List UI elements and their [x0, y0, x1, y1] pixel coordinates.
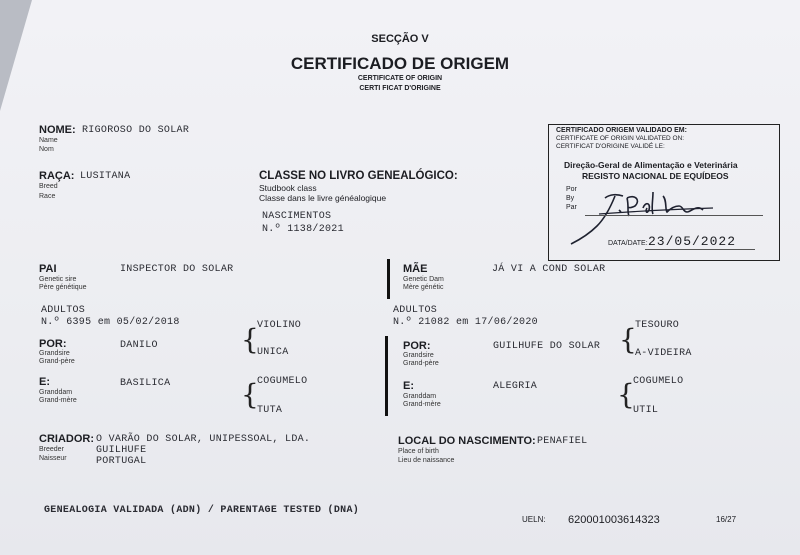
dam-registration: N.º 21082 em 17/06/2020 — [393, 317, 538, 328]
dam-label: MÃE — [403, 263, 428, 275]
dam-gs-sire: TESOURO — [635, 320, 680, 331]
sire-granddam-brace: { — [241, 378, 259, 411]
dam-gd-sire: COGUMELO — [633, 376, 684, 387]
sire-granddam-label: E: — [39, 376, 50, 388]
title-french: CERTI FICAT D'ORIGINE — [359, 85, 441, 92]
birthplace-label: LOCAL DO NASCIMENTO: — [398, 435, 536, 447]
stamp-por: Por — [566, 186, 577, 193]
dam-grandsire-brace: { — [619, 323, 637, 356]
section-heading: SECÇÃO V — [371, 33, 429, 45]
page-title: CERTIFICADO DE ORIGEM — [290, 54, 510, 73]
stamp-line-pt: CERTIFICADO ORIGEM VALIDADO EM: — [556, 127, 687, 134]
dam-label-fr: Mère génétic — [403, 284, 444, 291]
breeder-name: O VARÃO DO SOLAR, UNIPESSOAL, LDA. — [96, 434, 311, 445]
birthplace-label-en: Place of birth — [398, 448, 439, 455]
dam-grandsire-label: POR: — [403, 340, 431, 352]
sire-name: INSPECTOR DO SOLAR — [120, 264, 234, 275]
race-value: LUSITANA — [80, 171, 131, 182]
sire-granddam-label-fr: Grand-mère — [39, 397, 77, 404]
stamp-registry-name: REGISTO NACIONAL DE EQUÍDEOS — [582, 171, 729, 181]
stamp-line-fr: CERTIFICAT D'ORIGINE VALIDÉ LE: — [556, 143, 665, 150]
column-divider-top — [387, 259, 390, 299]
sire-label-fr: Père génétique — [39, 284, 87, 291]
dam-granddam-name: ALEGRIA — [493, 381, 538, 392]
name-label-fr: Nom — [39, 146, 54, 153]
sire-grandsire-label: POR: — [39, 338, 67, 350]
dam-grandsire-name: GUILHUFE DO SOLAR — [493, 341, 601, 352]
sire-grandsire-label-en: Grandsire — [39, 350, 70, 357]
name-label-en: Name — [39, 137, 58, 144]
breeder-label-en: Breeder — [39, 446, 64, 453]
page-number: 16/27 — [716, 515, 737, 524]
stamp-line-en: CERTIFICATE OF ORIGIN VALIDATED ON: — [556, 135, 685, 142]
sire-gd-dam: TUTA — [257, 405, 283, 416]
birthplace-label-fr: Lieu de naissance — [398, 457, 455, 464]
column-divider-bottom — [385, 336, 388, 416]
signature-line — [585, 215, 763, 216]
ueln-label: UELN: — [522, 515, 546, 524]
stamp-org-name: Direção-Geral de Alimentação e Veterinária — [564, 160, 738, 170]
stamp-par: Par — [566, 204, 577, 211]
sire-registration: N.º 6395 em 05/02/2018 — [41, 317, 180, 328]
breeder-label: CRIADOR: — [39, 433, 94, 445]
dam-grandsire-label-en: Grandsire — [403, 352, 434, 359]
race-label-fr: Race — [39, 193, 56, 200]
sire-class: ADULTOS — [41, 305, 86, 316]
breeder-label-fr: Naisseur — [39, 455, 67, 462]
dam-gs-dam: A-VIDEIRA — [635, 348, 692, 359]
sire-grandsire-name: DANILO — [120, 340, 158, 351]
race-label-en: Breed — [39, 183, 58, 190]
dam-granddam-label: E: — [403, 380, 414, 392]
dam-granddam-brace: { — [617, 378, 635, 411]
studbook-label: CLASSE NO LIVRO GENEALÓGICO: — [259, 170, 458, 182]
title-english: CERTIFICATE OF ORIGIN — [357, 75, 443, 82]
ueln-value: 620001003614323 — [568, 514, 660, 526]
dam-granddam-label-fr: Grand-mère — [403, 401, 441, 408]
sire-grandsire-label-fr: Grand-père — [39, 358, 75, 365]
sire-gs-sire: VIOLINO — [257, 320, 302, 331]
dam-grandsire-label-fr: Grand-père — [403, 360, 439, 367]
breeder-country: PORTUGAL — [96, 456, 147, 467]
dam-name: JÁ VI A COND SOLAR — [492, 264, 606, 275]
breeder-town: GUILHUFE — [96, 445, 147, 456]
studbook-class: NASCIMENTOS — [262, 211, 332, 222]
sire-gs-dam: UNICA — [257, 347, 289, 358]
studbook-label-fr: Classe dans le livre généalogique — [259, 193, 387, 203]
stamp-date-label: DATA/DATE: — [608, 240, 648, 247]
name-label: NOME: — [39, 124, 76, 136]
stamp-by: By — [566, 195, 575, 202]
sire-gd-sire: COGUMELO — [257, 376, 308, 387]
sire-grandsire-brace: { — [241, 323, 259, 356]
name-value: RIGOROSO DO SOLAR — [82, 125, 190, 136]
sire-label-en: Genetic sire — [39, 276, 77, 283]
studbook-number: N.º 1138/2021 — [262, 224, 344, 235]
dam-class: ADULTOS — [393, 305, 438, 316]
dam-granddam-label-en: Granddam — [403, 393, 437, 400]
genealogy-validated: GENEALOGIA VALIDADA (ADN) / PARENTAGE TESTED (DNA) — [44, 505, 360, 516]
dam-gd-dam: UTIL — [633, 405, 659, 416]
race-label: RAÇA: — [39, 170, 75, 182]
sire-label: PAI — [39, 263, 57, 275]
birthplace-value: PENAFIEL — [537, 436, 588, 447]
sire-granddam-name: BASILICA — [120, 378, 171, 389]
dam-label-en: Genetic Dam — [403, 276, 444, 283]
stamp-date-value: 23/05/2022 — [648, 234, 737, 249]
date-line — [645, 249, 755, 250]
studbook-label-en: Studbook class — [259, 183, 317, 193]
sire-granddam-label-en: Granddam — [39, 389, 73, 396]
